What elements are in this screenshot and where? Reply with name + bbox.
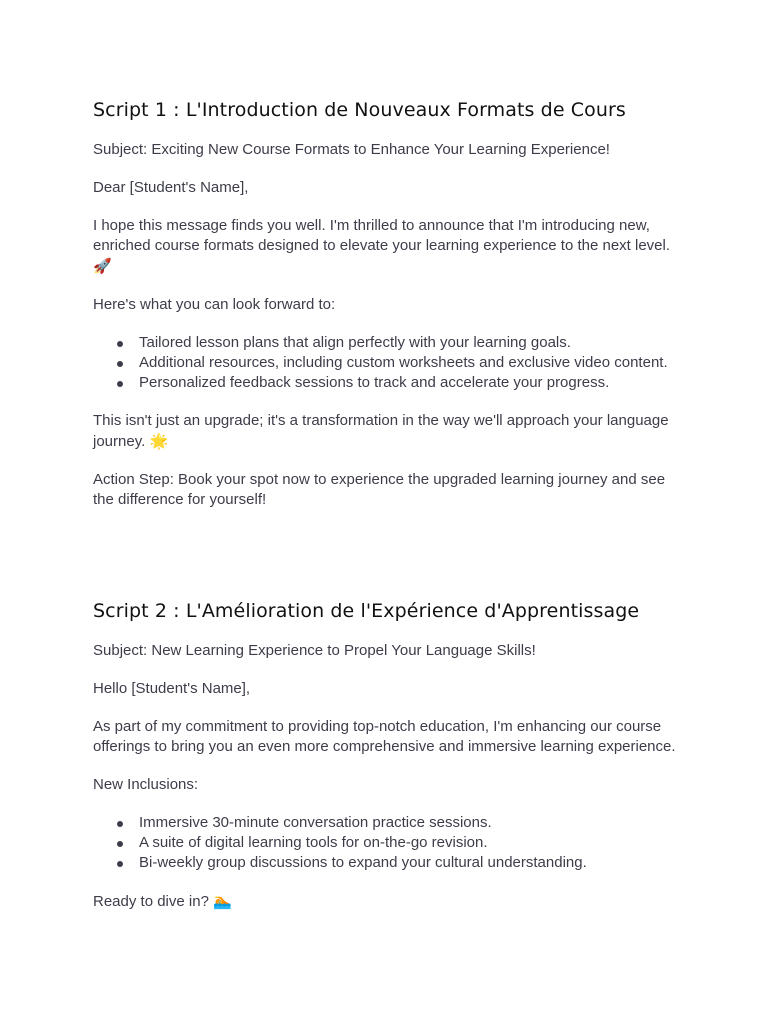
script-2-greeting: Hello [Student's Name], [93,680,251,697]
swimmer-icon: 🏊 [213,892,232,910]
script-2-intro: As part of my commitment to providing top-notch education, I'm enhancing our course offerings to bring you an even more comprehensive and immersive learning experience. [93,718,676,755]
script-2-title: Script 2 : L'Amélioration de l'Expérience d'Apprentissage [93,600,640,622]
script-1-intro-paragraph [93,216,678,277]
script-1-closing-paragraph [93,411,678,452]
script-1-subject: Subject: Exciting New Course Formats to Enhance Your Learning Experience! [93,141,610,158]
list-item: Additional resources, including custom worksheets and exclusive video content. [139,353,678,373]
list-item: Immersive 30-minute conversation practice sessions. [139,813,678,833]
script-1-title: Script 1 : L'Introduction de Nouveaux Formats de Cours [93,99,626,121]
script-2-lead-in: New Inclusions: [93,776,199,793]
script-2-closing-paragraph [93,891,678,912]
list-item: Bi-weekly group discussions to expand your cultural understanding. [139,853,678,873]
script-1-greeting: Dear [Student's Name], [93,179,249,196]
script-1-bullet-list [93,333,678,393]
script-1-closing-text: This isn't just an upgrade; it's a transformation in the way we'll approach your language journey. [93,412,669,450]
script-1-lead-in: Here's what you can look forward to: [93,296,336,313]
script-1-action-step: Action Step: Book your spot now to experience the upgraded learning journey and see the difference for yourself! [93,471,666,508]
list-item: Tailored lesson plans that align perfectly with your learning goals. [139,333,678,353]
glowing-star-icon: 🌟 [149,432,169,450]
rocket-icon: 🚀 [93,257,112,275]
script-2-bullet-list [93,813,678,873]
script-2-section [93,597,678,930]
list-item: Personalized feedback sessions to track and accelerate your progress. [139,373,678,393]
list-item: A suite of digital learning tools for on-the-go revision. [139,833,678,853]
script-1-intro-text: I hope this message finds you well. I'm thrilled to announce that I'm introducing new, enriched course formats designed to elevate your learning experience to the next level. [93,217,671,254]
script-2-closing-text: Ready to dive in? [93,893,209,910]
script-2-subject: Subject: New Learning Experience to Propel Your Language Skills! [93,642,536,659]
script-1-section [93,96,678,528]
